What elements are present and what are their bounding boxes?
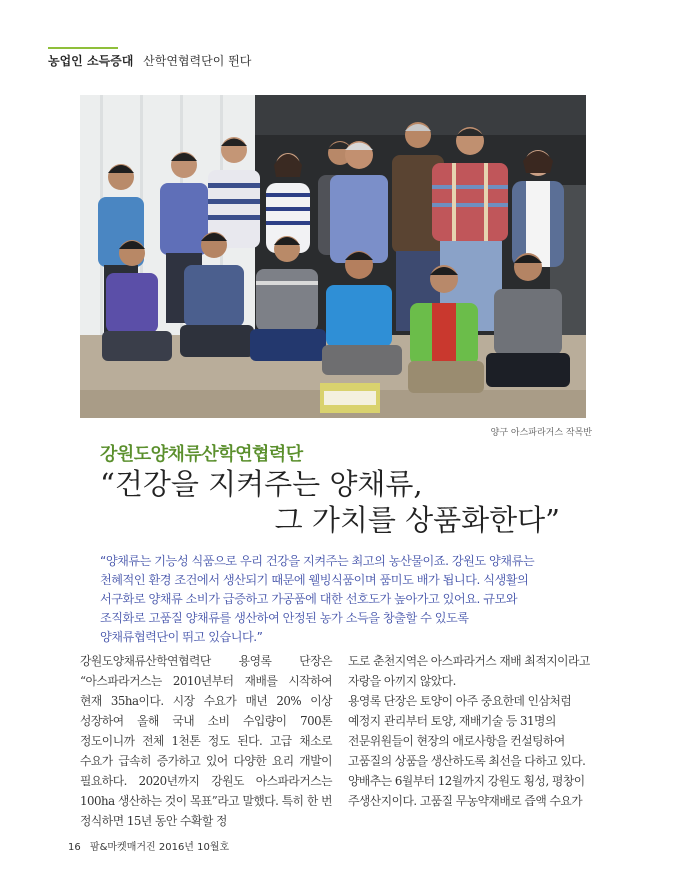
- body-column-left: [80, 651, 332, 831]
- group-photo: [80, 95, 586, 418]
- body-paragraph: 도로 춘천지역은 아스파라거스 재배 최적지이라고 자랑을 아끼지 않았다.: [348, 654, 590, 688]
- header-rule: [48, 47, 118, 49]
- organization-title: 강원도양채류산학연협력단: [100, 444, 303, 465]
- page-number: 16: [68, 842, 81, 853]
- headline-line-2: 그 가치를 상품화한다”: [274, 503, 560, 538]
- section-header: [48, 52, 251, 69]
- headline-line-1: “건강을 지켜주는 양채류,: [100, 467, 423, 501]
- page-footer: [68, 838, 229, 853]
- headline: [100, 466, 560, 539]
- magazine-name: 팜&마켓매거진 2016년 10월호: [89, 842, 230, 853]
- lead-quote: “양채류는 기능성 식품으로 우리 건강을 지켜주는 최고의 농산물이죠. 강원도 양채류는 천혜적인 환경 조건에서 생산되기 때문에 웰빙식품이며 품미도 배가 됩니다. 식생활의 서구화로 양채류 소비가 급증하고 가공품에 대한 선호도가 높아가고 있어요. 규모와 조직화로 고품질 양채류를 생산하여 안정된 농가 소득을 창출할 수 있도록 양채류협력단이 뛰고 있습니다.”: [100, 554, 535, 644]
- section-topic: 산학연협력단이 뛴다: [143, 54, 252, 68]
- body-paragraph: 양배추는 6월부터 12월까지 강원도 횡성, 평창이 주생산지이다. 고품질 무농약재배로 즙액 수요가: [348, 774, 585, 808]
- section-label: 농업인 소득증대: [48, 54, 134, 68]
- body-paragraph: 용영록 단장은 토양이 아주 중요한데 인삼처럼 예정지 관리부터 토양, 재배기술 등 31명의 전문위원들이 현장의 애로사항을 컨설팅하여 고품질의 상품을 생산하도록 최선을 다하고 있다.: [348, 694, 586, 768]
- body-column-right: [348, 651, 600, 811]
- photo-caption: 양구 아스파라거스 작목반: [490, 428, 592, 438]
- body-paragraph: 강원도양채류산학연협력단 용영록 단장은 “아스파라거스는 2010년부터 재배를 시작하여 현재 35ha이다. 시장 수요가 매년 20% 이상 성장하여 올해 국내 소비 수입량이 700톤 정도이니까 전체 1천톤 정도 된다. 고급 채소로 수요가 급속히 증가하고 있어 다양한 요리 개발이 필요하다. 2020년까지 강원도 아스파라거스는 100ha 생산하는 것이 목표”라고 말했다. 특히 한 번 정식하면 15년 동안 수확할 정: [80, 654, 332, 828]
